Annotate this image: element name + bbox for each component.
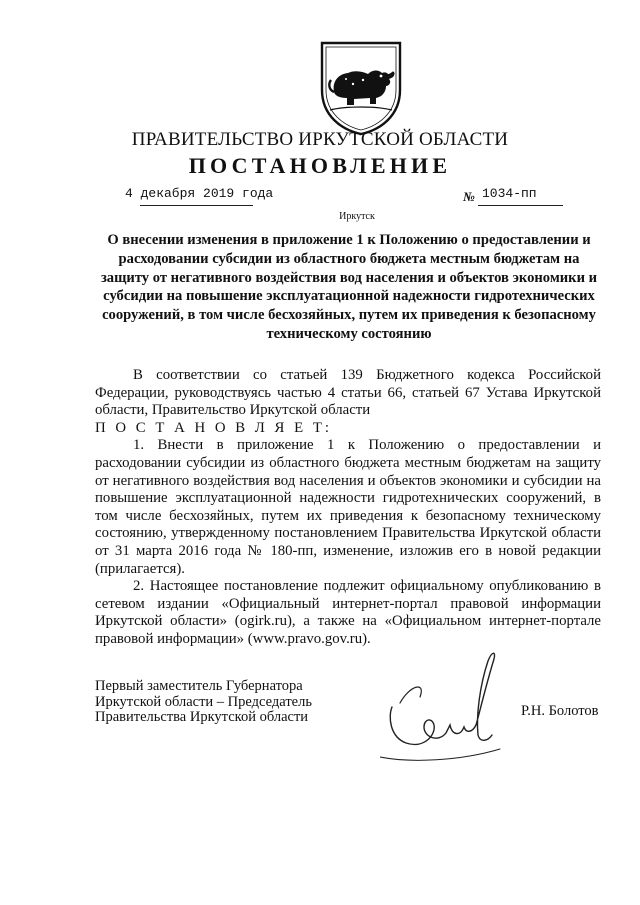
document-type: ПОСТАНОВЛЕНИЕ [188, 153, 452, 178]
position-line-1: Первый заместитель Губернатора [95, 678, 303, 694]
date-underline [140, 205, 253, 206]
item-2-paragraph: 2. Настоящее постановление подлежит официальному опубликованию в сетевом издании «Официальный интернет-портал правовой информации Иркутской области» (ogirk.ru), а также на «Официальном интернет-портале правовой информации» (www.pravo.gov.ru). [95, 578, 601, 647]
item-1-paragraph: 1. Внести в приложение 1 к Положению о предоставлении и расходовании субсидии из областного бюджета местным бюджетам на защиту от негативного воздействия вод населения и объектов экономики и субсидии на повышение эксплуатационной надежности гидротехнических сооружений, в том числе бесхозяйных, путем их приведения к безопасному техническому состоянию, утвержденному постановлением Правительства Иркутской области от 31 марта 2016 года № 180-пп, изменение, изложив его в новой редакции (прилагается). [95, 437, 601, 577]
signatory-position [95, 679, 312, 726]
decrees-heading: П О С Т А Н О В Л Я Е Т: [95, 419, 332, 436]
coat-of-arms-icon [318, 40, 404, 136]
number-underline [478, 205, 563, 206]
city-name: Иркутск [339, 211, 375, 222]
signatory-name: Р.Н. Болотов [521, 703, 599, 719]
number-sign: № [463, 189, 475, 204]
position-line-3: Правительства Иркутской области [95, 709, 309, 726]
document-body [95, 367, 601, 649]
document-title: О внесении изменения в приложение 1 к Положению о предоставлении и расходовании субсидии из областного бюджета местным бюджетам на защиту от негативного воздействия вод населения и объектов экономики и субсидии на повышение эксплуатационной надежности гидротехнических сооружений, в том числе бесхозяйных, путем их приведения к безопасному техническому состоянию [100, 232, 598, 342]
handwritten-signature [380, 645, 520, 765]
position-line-2: Иркутской области – Председатель [95, 693, 312, 710]
document-number: 1034-пп [482, 186, 537, 201]
government-name: ПРАВИТЕЛЬСТВО ИРКУТСКОЙ ОБЛАСТИ [131, 129, 509, 150]
document-date: 4 декабря 2019 года [125, 186, 274, 201]
preamble-paragraph: В соответствии со статьей 139 Бюджетного кодекса Российской Федерации, руководствуясь частью 4 статьи 66, статьей 67 Устава Иркутской области, Правительство Иркутской области [95, 367, 601, 419]
